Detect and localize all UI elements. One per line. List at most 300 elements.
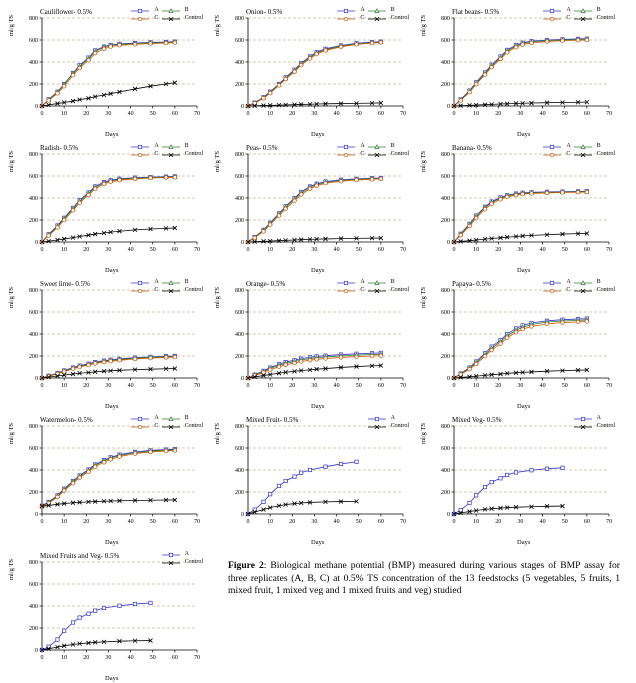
legend-label-a: A — [566, 143, 571, 150]
svg-text:0: 0 — [452, 519, 456, 525]
svg-text:10: 10 — [267, 383, 274, 389]
series-marker — [490, 480, 493, 483]
svg-text:70: 70 — [194, 655, 200, 661]
svg-text:60: 60 — [171, 383, 178, 389]
legend-symbol-b — [572, 7, 596, 15]
series-marker — [576, 38, 580, 42]
svg-text:0: 0 — [241, 376, 244, 382]
y-axis-label: ml/g TS — [8, 422, 15, 444]
svg-text:50: 50 — [561, 111, 568, 117]
series-marker — [474, 82, 478, 86]
legend-symbol-b — [366, 7, 390, 15]
legend-label-c: C — [154, 423, 159, 430]
svg-text:50: 50 — [149, 383, 156, 389]
series-marker — [87, 470, 91, 474]
legend-label-control: Control — [390, 151, 409, 158]
series-marker — [370, 354, 374, 358]
svg-text:600: 600 — [235, 446, 244, 452]
series-marker — [87, 363, 91, 367]
svg-text:400: 400 — [235, 60, 244, 66]
svg-text:20: 20 — [83, 655, 90, 661]
svg-text:800: 800 — [29, 152, 38, 158]
legend-label-control: Control — [390, 287, 409, 294]
chart-panel — [216, 276, 416, 411]
svg-text:200: 200 — [29, 82, 38, 88]
legend-symbol-a — [335, 279, 359, 287]
svg-text:600: 600 — [29, 582, 38, 588]
chart-title: Orange- 0.5% — [246, 280, 286, 288]
svg-text:800: 800 — [235, 424, 244, 430]
y-axis-label: ml/g TS — [214, 150, 221, 172]
svg-text:400: 400 — [29, 196, 38, 202]
svg-text:10: 10 — [267, 111, 274, 117]
series-marker — [530, 469, 533, 472]
svg-text:200: 200 — [441, 490, 450, 496]
svg-text:70: 70 — [400, 111, 406, 117]
y-axis-label: ml/g TS — [214, 422, 221, 444]
series-marker — [164, 449, 168, 453]
series-marker — [47, 234, 51, 238]
legend-label-control: Control — [596, 151, 615, 158]
svg-text:0: 0 — [35, 240, 38, 246]
svg-text:800: 800 — [235, 16, 244, 22]
svg-text:10: 10 — [61, 519, 68, 525]
svg-text:30: 30 — [311, 383, 318, 389]
svg-text:10: 10 — [473, 519, 480, 525]
series-marker — [62, 218, 66, 222]
figure-caption-text: : Biological methane potential (BMP) measured during various stages of BMP assay for three replicates (A, B, C) at 0.5% TS concentration of the 13 feedstocks (5 vegetables, 5 fruits, 1 mixed fruit, 1 mixed veg and 1 mixed fruits and veg) studied — [228, 560, 620, 597]
legend-label-control: Control — [596, 15, 615, 22]
chart-title: Mixed Fruits and Veg- 0.5% — [40, 552, 120, 560]
legend-label-b: B — [184, 143, 189, 150]
legend-symbol-b — [572, 143, 596, 151]
series-line — [248, 42, 381, 106]
y-axis-label: ml/g TS — [420, 14, 427, 36]
legend-symbol-a — [160, 551, 184, 559]
series-marker — [56, 92, 60, 96]
legend-symbol-a — [335, 7, 359, 15]
svg-text:30: 30 — [311, 111, 318, 117]
legend-label-a: A — [154, 279, 159, 286]
svg-text:70: 70 — [606, 519, 612, 525]
series-marker — [468, 501, 471, 504]
series-marker — [284, 77, 288, 81]
series-marker — [71, 209, 75, 213]
svg-text:40: 40 — [333, 383, 340, 389]
svg-text:200: 200 — [235, 82, 244, 88]
svg-text:50: 50 — [149, 655, 156, 661]
legend-symbol-a — [541, 279, 565, 287]
series-marker — [299, 63, 303, 67]
series-marker — [277, 484, 280, 487]
y-axis-label: ml/g TS — [8, 558, 15, 580]
legend-symbol-a — [335, 143, 359, 151]
svg-text:70: 70 — [400, 519, 406, 525]
x-axis-label: Days — [517, 131, 531, 138]
chart-title: Watermelon- 0.5% — [40, 416, 93, 424]
legend-label-a: A — [566, 279, 571, 286]
series-marker — [468, 367, 472, 371]
svg-text:20: 20 — [495, 111, 502, 117]
series-marker — [308, 468, 311, 471]
series-marker — [355, 43, 359, 47]
series-marker — [459, 99, 463, 103]
svg-text:0: 0 — [452, 111, 456, 117]
svg-text:20: 20 — [495, 247, 502, 253]
chart-panel — [10, 4, 210, 139]
svg-text:30: 30 — [105, 655, 112, 661]
svg-text:600: 600 — [235, 38, 244, 44]
svg-text:600: 600 — [29, 310, 38, 316]
svg-text:30: 30 — [517, 519, 524, 525]
svg-text:70: 70 — [400, 383, 406, 389]
svg-text:10: 10 — [267, 247, 274, 253]
svg-text:70: 70 — [606, 383, 612, 389]
series-line — [42, 356, 175, 378]
svg-text:40: 40 — [539, 247, 546, 253]
series-line — [454, 39, 587, 106]
x-axis-label: Days — [311, 267, 325, 274]
svg-text:60: 60 — [171, 111, 178, 117]
chart-title: Mixed Veg- 0.5% — [452, 416, 502, 424]
svg-text:40: 40 — [127, 519, 134, 525]
legend-label-a: A — [154, 7, 159, 14]
legend-label-c: C — [566, 15, 571, 22]
chart-title: Onion- 0.5% — [246, 8, 283, 16]
svg-text:10: 10 — [473, 111, 480, 117]
svg-text:800: 800 — [29, 424, 38, 430]
svg-text:400: 400 — [441, 196, 450, 202]
plot-area — [29, 288, 211, 394]
svg-text:70: 70 — [606, 247, 612, 253]
series-marker — [545, 40, 549, 44]
chart-title: Peas- 0.5% — [246, 144, 278, 152]
svg-text:60: 60 — [583, 247, 590, 253]
series-marker — [277, 84, 281, 88]
svg-text:600: 600 — [29, 174, 38, 180]
x-axis-label: Days — [105, 267, 119, 274]
svg-text:400: 400 — [29, 468, 38, 474]
svg-text:70: 70 — [194, 247, 200, 253]
series-marker — [483, 207, 487, 211]
plot-area — [441, 152, 623, 258]
series-marker — [468, 224, 472, 228]
series-marker — [499, 198, 503, 202]
svg-text:40: 40 — [333, 519, 340, 525]
chart-title: Radish- 0.5% — [40, 144, 79, 152]
svg-text:30: 30 — [517, 111, 524, 117]
svg-text:10: 10 — [473, 383, 480, 389]
svg-text:400: 400 — [235, 332, 244, 338]
series-marker — [118, 455, 122, 459]
svg-text:50: 50 — [561, 519, 568, 525]
legend-symbol-a — [129, 7, 153, 15]
series-marker — [499, 477, 502, 480]
svg-text:10: 10 — [473, 247, 480, 253]
svg-text:40: 40 — [127, 655, 134, 661]
series-marker — [149, 601, 152, 604]
legend-symbol-a — [541, 143, 565, 151]
svg-text:30: 30 — [105, 519, 112, 525]
plot-area — [441, 288, 623, 394]
svg-text:50: 50 — [149, 247, 156, 253]
series-marker — [78, 616, 81, 619]
chart-title: Banana- 0.5% — [452, 144, 492, 152]
legend-symbol-b — [572, 279, 596, 287]
svg-text:50: 50 — [355, 111, 362, 117]
svg-text:800: 800 — [441, 424, 450, 430]
legend-symbol-a — [366, 415, 390, 423]
series-line — [248, 178, 381, 242]
series-line — [454, 39, 587, 106]
series-marker — [379, 354, 383, 358]
legend-label-c: C — [360, 15, 365, 22]
series-marker — [468, 90, 472, 94]
svg-text:60: 60 — [171, 655, 178, 661]
svg-text:0: 0 — [246, 247, 250, 253]
svg-text:60: 60 — [377, 519, 384, 525]
legend-label-b: B — [184, 415, 189, 422]
series-marker — [370, 178, 374, 182]
svg-text:70: 70 — [194, 383, 200, 389]
legend-label-a: A — [566, 7, 571, 14]
series-marker — [499, 342, 503, 346]
svg-text:20: 20 — [289, 383, 296, 389]
series-marker — [56, 638, 59, 641]
svg-text:0: 0 — [452, 247, 456, 253]
svg-text:50: 50 — [561, 247, 568, 253]
series-marker — [277, 214, 281, 218]
legend-label-a: A — [360, 143, 365, 150]
svg-text:200: 200 — [235, 354, 244, 360]
series-marker — [268, 493, 271, 496]
chart-panel — [422, 276, 622, 411]
svg-text:60: 60 — [377, 111, 384, 117]
chart-panel — [422, 140, 622, 275]
series-marker — [173, 355, 177, 359]
series-marker — [93, 187, 97, 191]
y-axis-label: ml/g TS — [420, 150, 427, 172]
series-marker — [93, 609, 96, 612]
svg-text:20: 20 — [83, 383, 90, 389]
series-marker — [315, 184, 319, 188]
series-marker — [585, 190, 589, 194]
series-marker — [324, 181, 328, 185]
plot-area — [29, 16, 211, 122]
svg-text:400: 400 — [29, 60, 38, 66]
svg-text:10: 10 — [61, 383, 68, 389]
svg-text:600: 600 — [235, 174, 244, 180]
series-marker — [87, 612, 90, 615]
legend-label-c: C — [566, 287, 571, 294]
series-marker — [339, 179, 343, 183]
series-marker — [355, 460, 358, 463]
legend-label-a: A — [360, 279, 365, 286]
series-marker — [339, 462, 342, 465]
svg-text:20: 20 — [289, 519, 296, 525]
series-marker — [530, 41, 534, 45]
svg-text:60: 60 — [377, 247, 384, 253]
series-line — [42, 42, 175, 106]
svg-text:200: 200 — [235, 218, 244, 224]
series-marker — [514, 45, 518, 49]
series-marker — [149, 176, 153, 180]
series-marker — [62, 370, 66, 374]
legend-label-a: A — [154, 415, 159, 422]
series-marker — [93, 51, 97, 55]
series-marker — [109, 458, 113, 462]
svg-text:20: 20 — [289, 111, 296, 117]
svg-text:600: 600 — [441, 310, 450, 316]
svg-text:800: 800 — [29, 16, 38, 22]
svg-text:70: 70 — [194, 519, 200, 525]
series-marker — [324, 49, 328, 53]
legend-symbol-a — [541, 7, 565, 15]
svg-text:40: 40 — [539, 111, 546, 117]
svg-text:0: 0 — [40, 111, 44, 117]
legend-label-b: B — [596, 7, 601, 14]
legend-label-a: A — [390, 415, 395, 422]
svg-text:30: 30 — [105, 383, 112, 389]
chart-title: Mixed Fruit- 0.5% — [246, 416, 299, 424]
svg-text:30: 30 — [517, 247, 524, 253]
series-marker — [109, 45, 113, 49]
series-marker — [118, 43, 122, 47]
legend-label-c: C — [360, 151, 365, 158]
svg-text:200: 200 — [441, 82, 450, 88]
series-line — [454, 192, 587, 242]
svg-text:200: 200 — [235, 490, 244, 496]
svg-text:400: 400 — [441, 60, 450, 66]
series-marker — [133, 43, 137, 47]
svg-text:800: 800 — [441, 288, 450, 294]
series-marker — [474, 494, 477, 497]
series-marker — [585, 320, 589, 324]
y-axis-label: ml/g TS — [8, 286, 15, 308]
svg-text:30: 30 — [517, 383, 524, 389]
series-marker — [514, 330, 518, 334]
series-marker — [505, 195, 509, 199]
svg-text:400: 400 — [441, 468, 450, 474]
series-marker — [62, 84, 66, 88]
series-line — [454, 319, 587, 378]
series-marker — [576, 320, 580, 324]
svg-text:0: 0 — [241, 512, 244, 518]
svg-text:200: 200 — [29, 218, 38, 224]
y-axis-label: ml/g TS — [420, 422, 427, 444]
svg-text:0: 0 — [40, 247, 44, 253]
x-axis-label: Days — [105, 403, 119, 410]
svg-text:20: 20 — [83, 519, 90, 525]
chart-panel — [216, 140, 416, 275]
series-marker — [277, 365, 281, 369]
legend-label-control: Control — [184, 287, 203, 294]
legend-label-control: Control — [596, 287, 615, 294]
x-axis-label: Days — [105, 675, 119, 682]
series-marker — [293, 199, 297, 203]
svg-text:10: 10 — [61, 111, 68, 117]
y-axis-label: ml/g TS — [8, 150, 15, 172]
svg-text:800: 800 — [235, 152, 244, 158]
svg-text:20: 20 — [495, 383, 502, 389]
series-marker — [262, 230, 266, 234]
chart-title: Sweet lime- 0.5% — [40, 280, 90, 288]
series-marker — [545, 467, 548, 470]
legend-symbol-a — [129, 415, 153, 423]
legend-label-b: B — [390, 143, 395, 150]
series-marker — [149, 356, 153, 360]
series-line — [454, 191, 587, 242]
series-marker — [56, 226, 60, 230]
legend-label-c: C — [360, 287, 365, 294]
series-line — [42, 500, 175, 506]
series-line — [454, 192, 587, 242]
legend-symbol-a — [129, 143, 153, 151]
svg-text:0: 0 — [452, 383, 456, 389]
series-line — [248, 103, 381, 106]
series-marker — [521, 192, 525, 196]
series-line — [454, 102, 587, 106]
svg-text:800: 800 — [441, 16, 450, 22]
series-line — [248, 42, 381, 106]
series-marker — [299, 471, 302, 474]
chart-panel — [422, 412, 622, 547]
series-marker — [483, 354, 487, 358]
series-marker — [262, 97, 266, 101]
legend-label-b: B — [596, 279, 601, 286]
legend-label-a: A — [154, 143, 159, 150]
series-marker — [379, 41, 383, 45]
plot-area — [29, 560, 211, 666]
svg-text:600: 600 — [441, 446, 450, 452]
series-line — [248, 238, 381, 242]
series-marker — [324, 357, 328, 361]
series-line — [248, 178, 381, 242]
svg-text:400: 400 — [29, 604, 38, 610]
series-marker — [521, 327, 525, 331]
svg-text:800: 800 — [441, 152, 450, 158]
series-marker — [78, 201, 82, 205]
legend-symbol-b — [160, 7, 184, 15]
svg-text:0: 0 — [241, 104, 244, 110]
series-marker — [339, 356, 343, 360]
series-marker — [299, 193, 303, 197]
series-marker — [514, 471, 517, 474]
series-marker — [315, 52, 319, 56]
series-marker — [293, 361, 297, 365]
series-marker — [164, 176, 168, 180]
series-marker — [315, 358, 319, 362]
series-marker — [339, 45, 343, 49]
series-line — [42, 369, 175, 378]
svg-text:50: 50 — [355, 383, 362, 389]
series-marker — [505, 473, 508, 476]
legend-label-c: C — [154, 15, 159, 22]
series-marker — [173, 176, 177, 180]
legend-label-control: Control — [184, 151, 203, 158]
x-axis-label: Days — [105, 131, 119, 138]
svg-text:40: 40 — [333, 111, 340, 117]
legend-label-a: A — [596, 415, 601, 422]
plot-area — [441, 424, 623, 530]
series-marker — [561, 466, 564, 469]
series-marker — [284, 363, 288, 367]
series-marker — [545, 191, 549, 195]
series-marker — [355, 355, 359, 359]
series-marker — [133, 357, 137, 361]
x-axis-label: Days — [311, 131, 325, 138]
series-marker — [299, 360, 303, 364]
